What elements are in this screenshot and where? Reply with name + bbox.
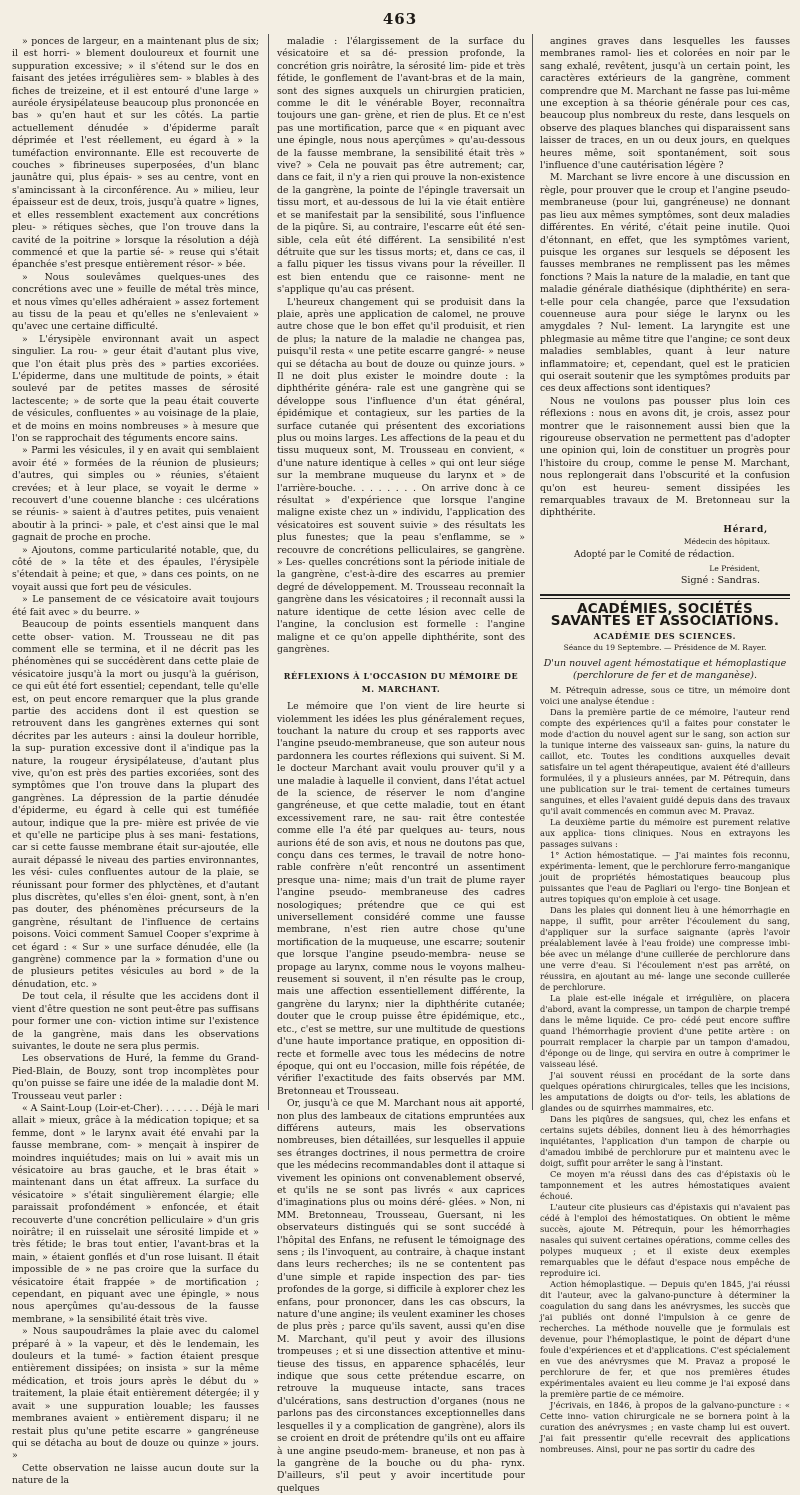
adoption-note: Adopté par le Comité de rédaction. [574,549,735,560]
paragraph: M. Marchant se livre encore à une discussion en règle, pour prouver que le croup et l'angine pseudo-membraneuse (pour lui, gangréneuse) ne donnant pas lieu aux mêmes symptômes, sont deux maladies différentes. En vérité, c'était peine inutile. Quoi d'étonnant, en effet, que les symptômes varient, puisque les organes sur lesquels se déposent les fausses membranes ne remplissent pas les mêmes fonctions ? Mais la nature de la maladie, en tant que maladie générale diathésique (diphthérite) en sera-t-elle pour cela changée, parce que l'exsudation couenneuse aura pour siége le larynx ou les amygdales ? Nul- lement. La laryngite est une phlegmasie au même titre que l'angine; ce sont deux maladies semblables, quant à leur nature inflammatoire; et, cependant, quel est le praticien qui oserait soutenir que les symptômes produits par ces deux affections sont identiques? [540,172,790,395]
section-heading: RÉFLEXIONS À L'OCCASION DU MÉMOIRE DE M. MARCHANT. [283,671,519,694]
paragraph: » Nous saupoudrâmes la plaie avec du calomel préparé à » la vapeur, et dès le lendemain, les douleurs et la tumé- » faction étaient presque entièrement dissipées; on insista » sur la même médication, et trois jours après le début du » traitement, la plaie était entièrement détergée; il y avait » une suppuration louable; les fausses membranes avaient » entièrement disparu; il ne restait plus qu'une petite escarre » gangréneuse qui se détacha au bout de douze ou quinze » jours. » [12,1326,259,1462]
paragraph: Dans la première partie de ce mémoire, l'auteur rend compte des expériences qu'il a faites pour constater le mode d'action du nouvel agent sur le sang, son action sur la tunique interne des vaisseaux san- guins, la nature du caillot, etc. Toutes les conditions auxquelles devait satisfaire un tel agent thérapeutique, avaient été d'ailleurs formulées, il y a plusieurs années, par M. Pétrequin, dans une publication sur le trai- tement de certaines tumeurs sanguines, et elles l'avaient guidé depuis dans des travaux qu'il avait commencés en commun avec M. Pravaz. [540,707,790,817]
author-title: Médecin des hôpitaux. [683,537,770,547]
paragraph: » Parmi les vésicules, il y en avait qui semblaient avoir été » formées de la réunion de plusieurs; d'autres, qui simples ou » réunies, s'étaient crevées; et à leur place, se voyait le derme » recouvert d'une couenne blanche : ces ulcérations se réunis- » saient à d'autres petites, puis venaient aboutir à la princi- » pale, et c'est ainsi que le mal gagnait de proche en proche. [12,445,259,544]
paragraph: L'heureux changement qui se produisit dans la plaie, après une application de calomel, ne prouve autre chose que le bon effet qu'il produisit, et rien de plus; la nature de la maladie ne changea pas, puisqu'il resta « une petite escarre gangré- » neuse qui se détacha au bout de douze ou quinze jours. » Il ne doit plus exister le moindre doute : la diphthérite généra- rale est une gangrène qui se développe sous l'influence d'un état général, épidémique et contagieux, sur les parties de la surface cutanée qui présentent des excoriations plus ou moins larges. Les affections de la peau et du tissu muqueux sont, M. Trousseau en convient, « d'une nature identique à celles » qui ont leur siége sur la membrane muqueuse du larynx et » de l'arrière-bouche. . . . . . . . On arrive donc à ce résultat » d'expérience que lorsque l'angine maligne existe chez un » individu, l'application des vésicatoires est souvent suivie » des résultats les plus funestes; que la peau s'enflamme, se » recouvre de concrétions pelliculaires, se gangrène. » Les- quelles concrétions sont la période initiale de la gangrène, c'est-à-dire des escarres au premier degré de développement. M. Trousseau reconnaît la gangrène dans les vésicatoires ; il reconnaît aussi la nature identique de cette lésion avec celle de l'angine, la conclusion est formelle : l'angine maligne et ce qu'on appelle diphthérite, sont des gangrènes. [277,296,525,655]
section-title: ACADÉMIES, SOCIÉTÉS SAVANTES ET ASSOCIATIONS. [550,600,780,630]
paragraph: M. Pétrequin adresse, sous ce titre, un mémoire dont voici une analyse étendue : [540,685,790,707]
article-body [540,685,790,1455]
column-right [540,36,790,1455]
column-left [12,36,259,1487]
paragraph: Nous ne voulons pas pousser plus loin ces réflexions : nous en avons dit, je crois, assez pour montrer que le raisonnement aussi bien que la rigoureuse observation ne permettent pas d'adopter une opinion qui, loin de constituer un progrès pour l'histoire du croup, comme le pense M. Marchant, nous replongerait dans l'obscurité et la confusion qu'on est heureu- sement dissipées les remarquables travaux de M. Bretonneau sur la diphthérite. [540,395,790,519]
paragraph: » L'érysipèle environnant avait un aspect singulier. La rou- » geur était d'autant plus vive, que l'on était plus près des » parties excoriées. L'épiderme, dans une multitude de points, » était soulevé par de petites masses de sérosité lactescente; » de sorte que la peau était couverte de vésicules, confluentes » au voisinage de la plaie, et de moins en moins nombreuses » à mesure que l'on se rapprochait des téguments encore sains. [12,333,259,444]
paragraph: La deuxième partie du mémoire est purement relative aux applica- tions cliniques. Nous en extrayons les passages suivans : [540,817,790,850]
paragraph: maladie : l'élargissement de la surface du vésicatoire et sa dé- pression profonde, la concrétion gris noirâtre, la sérosité lim- pide et très fétide, le gonflement de l'avant-bras et de la main, sont des signes auxquels un chirurgien praticien, comme le dit le vénérable Boyer, reconnaîtra toujours une gan- grène, et rien de plus. Et ce n'est pas une mortification, parce que « en piquant avec une épingle, nous nous aperçûmes » qu'au-dessous de la fausse membrane, la sensibilité était très » vive? » Cela ne pouvait pas être autrement; car, dans ce fait, il n'y a rien qui prouve la non-existence de la gangrène, la pointe de l'épingle traversait un tissu mort, et au-dessous de lui la vie était entière et se manifestait par la sensibilité, sous l'influence de la piqûre. Si, au contraire, l'escarre eût été sen- sible, cela eût été différent. La sensibilité n'est détruite que sur les tissus morts; et, dans ce cas, il a fallu piquer les tissus vivans pour la réveiller. Il est bien entendu que ce raisonne- ment ne s'applique qu'au cas présent. [277,36,525,296]
paragraph: » ponces de largeur, en a maintenant plus de six; il est horri- » blement douloureux et fournit une suppuration excessive; » il s'étend sur le dos en faisant des jetées irrégulières sem- » blables à des fiches de treizeine, et il est entouré d'une large » auréole érysipélateuse beaucoup plus prononcée en bas » qu'en haut et sur les côtés. La partie actuellement dénudée » d'épiderme paraît déprimée et l'est réellement, eu égard à » la tuméfaction environnante. Elle est recouverte de couches » fibrineuses superposées, d'un blanc jaunâtre qui, plus épais- » ses au centre, vont en s'amincissant à la circonférence. Au » milieu, leur épaisseur est de deux, trois, jusqu'à quatre » lignes, et elles ressemblent exactement aux concrétions pleu- » rétiques sèches, que l'on trouve dans la cavité de la poitrine » lorsque la résolution a déjà commencé et que la partie sé- » reuse qui s'était épanchée s'est presque entièrement résor- » bée. [12,36,259,271]
paragraph: Cette observation ne laisse aucun doute sur la nature de la [12,1462,259,1487]
paragraph: Ce moyen m'a réussi dans des cas d'épistaxis où le tamponnement et les autres hémostatiques avaient échoué. [540,1169,790,1202]
paragraph: Le mémoire que l'on vient de lire heurte si violemment les idées les plus généralement reçues, touchant la nature du croup et ses rapports avec l'angine pseudo-membraneuse, que son auteur nous pardonnera les courtes réflexions qui suivent. Si M. le docteur Marchant avait voulu prouver qu'il y a une maladie à laquelle il convient, dans l'état actuel de la science, de réserver le nom d'angine gangréneuse, et que cette maladie, tout en étant excessivement rare, ne sau- rait être contestée comme elle l'a été par quelques au- teurs, nous aurions été de son avis, et nous ne doutons pas que, conçu dans ces termes, le travail de notre hono- rable confrère n'eût rencontré un assentiment presque una- nime; mais d'un trait de plume rayer l'angine pseudo- membraneuse des cadres nosologiques; prétendre que ce qui est universellement considéré comme une fausse membrane, n'est rien autre chose qu'une mortification de la muqueuse, une escarre; soutenir que lorsque l'angine pseudo-membra- neuse se propage au larynx, comme nous le voyons malheu- reusement si souvent, il n'en résulte pas le croup, mais une affection essentiellement différente, la gangrène du larynx; nier la diphthérite cutanée; douter que le croup puisse être épidémique, etc., etc., c'est se mettre, sur une multitude de questions d'une haute importance pratique, en opposition di- recte et formelle avec tous les médecins de notre époque, qui ont eu l'occasion, mille fois répétée, de vérifier l'exactitude des faits observés par MM. Bretonneau et Trousseau. [277,701,525,1097]
session-line: Séance du 19 Septembre. — Présidence de M. Rayer. [563,643,767,653]
paragraph: » Le pansement de ce vésicatoire avait toujours été fait avec » du beurre. » [12,594,259,618]
page-number: 463 [382,10,418,28]
article-title: D'un nouvel agent hémostatique et hémoplastique (perchlorure de fer et de manganèse). [543,657,787,681]
academy-title: ACADÉMIE DES SCIENCES. [593,630,737,641]
paragraph: J'écrivais, en 1846, à propos de la galvano-puncture : « Cette inno- vation chirurgicale ne se bornera point à la curation des anévrysmes ; en vaste champ lui est ouvert. J'ai fait pressentir qu'elle recevrait des applications nombreuses. Ainsi, pour ne pas sortir du cadre des [540,1400,790,1455]
section-rule [540,594,790,599]
column-divider [268,34,269,1110]
signature-block [540,524,790,588]
paragraph: » Ajoutons, comme particularité notable, que, du côté de » la tête et des épaules, l'érysipèle s'étendait à peine; et que, » dans ces points, on ne voyait aussi que fort peu de vésicules. [12,544,259,593]
column-divider [532,34,533,1110]
paragraph: Les observations de Huré, la femme du Grand-Pied-Blain, de Bouzy, sont trop incomplètes pour qu'on puisse se faire une idée de la maladie dont M. Trousseau veut parler : [12,1053,259,1102]
paragraph: Dans les plaies qui donnent lieu à une hémorrhagie en nappe, il suffit, pour arrêter l'écoulement du sang, d'appliquer sur la surface saignante (après l'avoir préalablement lavée à l'eau froide) une compresse imbi- bée avec un mélange d'une cuillerée de perchlorure dans une verre d'eau. Si l'écoulement n'est pas arrêté, on réussira, en ajoutant au mé- lange une seconde cuillerée de perchlorure. [540,905,790,993]
author-name: Hérard, [723,524,768,535]
president-label: Le Président, [709,564,760,574]
paragraph: Beaucoup de points essentiels manquent dans cette obser- vation. M. Trousseau ne dit pas comment elle se termina, et il ne décrit pas les phénomènes qui se succédèrent dans cette plaie de vésicatoire jusqu'à la mort ou jusqu'à la guérison, ce qui eût été fort essentiel; cependant, telle qu'elle est, on peut encore remarquer que la plus grande partie des accidens dont il est question se retrouvent dans les gangrènes externes qui sont décrites par les auteurs : ainsi la douleur horrible, la sup- puration excessive dont il a'indique pas la nature, la rougeur érysipélateuse, d'autant plus vive, qu'on est près des parties excoriées, sont des symptômes que l'on trouve dans la plupart des gangrènes. La dépression de la partie dénudée d'épiderme, eu égard à celle qui est tuméfiée autour, indique que la pre- mière est privée de vie et qu'elle ne participe plus à ses mani- festations, car si cette fausse membrane était sur-ajoutée, elle aurait dépassé le niveau des parties environnantes, les vési- cules confluentes autour de la plaie, se réunissant pour former des phlyctènes, et d'autant plus discrètes, qu'elles s'en éloi- gnent, sont, à n'en pas douter, des phénomènes précurseurs de la gangrène, résultant de l'influence de certains poisons. Voici comment Samuel Cooper s'exprime à cet égard : « Sur » une surface dénudée, elle (la gangrène) commence par la » formation d'une ou de plusieurs petites vésicules au bord » de la dénudation, etc. » [12,619,259,990]
paragraph: Dans les piqûres de sangsues, qui, chez les enfans et certains sujets débiles, donnent lieu à des hémorrhagies inquiétantes, l'application d'un tampon de charpie ou d'amadou imbibé de perchlorure pur et maintenu avec le doigt, suffit pour arrêter le sang à l'instant. [540,1114,790,1169]
paragraph: La plaie est-elle inégale et irrégulière, on placera d'abord, avant la compresse, un tampon de charpie trempé dans le même liquide. Ce pro- cédé peut encore suffire quand l'hémorrhagie provient d'une petite artère : on pourrait remplacer la charpie par un tampon d'amadou, d'éponge ou de linge, qui servira en outre à comprimer le vaisseau lésé. [540,993,790,1070]
paragraph: 1° Action hémostatique. — J'ai maintes fois reconnu, expérimenta- lement, que le perchlorure ferro-manganique jouit de propriétés hémostatiques beaucoup plus puissantes que l'eau de Pagliari ou l'ergo- tine Bonjean et autres topiques qu'on emploie à cet usage. [540,850,790,905]
paragraph: » Nous soulevâmes quelques-unes des concrétions avec une » feuille de métal très mince, et nous vîmes qu'elles adhéraient » assez fortement au tissu de la peau et qu'elles ne s'enlevaient » qu'avec une certaine difficulté. [12,271,259,333]
paragraph: Action hémoplastique. — Depuis qu'en 1845, j'ai réussi dit l'auteur, avec la galvano-puncture à déterminer la coagulation du sang dans les anévrysmes, les succès que j'ai publiés ont donné l'impulsion à ce genre de recherches. La méthode nouvelle que je formulais est devenue, pour l'hémoplastique, le point de départ d'une foule d'expériences et et d'applications. C'est spécialement en vue des anévrysmes que M. Pravaz a proposé le perchlorure de fer, et que nos premières études expérimentales avaient eu lieu comme je l'ai exposé dans la première partie de ce mémoire. [540,1279,790,1400]
column-middle [277,36,525,1494]
paragraph: Or, jusqu'à ce que M. Marchant nous ait apporté, non plus des lambeaux de citations empruntées aux différens auteurs, mais les observations nombreuses, bien détaillées, sur lesquelles il appuie ses étranges doctrines, il nous permettra de croire que les médecins recommandables dont il attaque si vivement les opinions ont convenablement observé, et qu'ils ne se sont pas livrés « aux caprices d'imaginations plus ou moins déré- glées. » Non, ni MM. Bretonneau, Trousseau, Guersant, ni les observateurs distingués qui se sont succédé à l'hôpital des Enfans, ne refusent le témoignage des sens ; ils l'invoquent, au contraire, à chaque instant dans leurs recherches; ils ne se contentent pas d'une simple et rapide inspection des par- ties profondes de la gorge, si difficile à explorer chez les enfans, pour prononcer, dans les cas obscurs, la nature d'une angine; ils veulent examiner les choses de plus près ; parce qu'ils savent, aussi qu'en dise M. Marchant, qu'il peut y avoir des illusions trompeuses ; et si une dissection attentive et minu- tieuse des tissus, en apparence sphacélés, leur indique que sous cette prétendue escarre, on retrouve la muqueuse intacte, sans traces d'ulcérations, sans destruction d'organes (nous ne parlons pas des circonstances exceptionnelles dans lesquelles il y a complication de gangrène), alors ils se croient en droit de prétendre qu'ils ont eu affaire à une angine pseudo-mem- braneuse, et non pas à la gangrène de la bouche ou du pha- rynx. D'ailleurs, s'il peut y avoir incertitude pour quelques [277,1098,525,1494]
president-signature: Signé : Sandras. [680,575,760,587]
paragraph: L'auteur cite plusieurs cas d'épistaxis qui n'avaient pas cédé à l'emploi des hémostatiques. On obtient le même succès, ajoute M. Pétrequin, pour les hémorrhagies nasales qui suivent certaines opérations, comme celles des polypes muqueux ; et il existe deux exemples remarquables que le défaut d'espace nous empêche de reproduire ici. [540,1202,790,1279]
paragraph: J'ai souvent réussi en procédant de la sorte dans quelques opérations chirurgicales, telles que les incisions, les amputations de doigts ou d'or- teils, les ablations de glandes ou de squirrhes mammaires, etc. [540,1070,790,1114]
paragraph: De tout cela, il résulte que les accidens dont il vient d'être question ne sont peut-être pas suffisans pour former une con- viction intime sur l'existence de la gangrène, mais dans les observations suivantes, le doute ne sera plus permis. [12,991,259,1052]
paragraph: angines graves dans lesquelles les fausses membranes ramol- lies et colorées en noir par le sang exhalé, revêtent, jusqu'à un certain point, les caractères extérieurs de la gangrène, comment comprendre que M. Marchant ne fasse pas lui-même une exception à sa théorie générale pour ces cas, beaucoup plus nombreux du reste, dans lesquels on observe des plaques blanches qui disparaissent sans laisser de traces, en un ou deux jours, en quelques heures même, soit spontanément, soit sous l'influence d'une cautérisation légère ? [540,36,790,172]
paragraph: « A Saint-Loup (Loir-et-Cher). . . . . . . Déjà le mari allait » mieux, grâce à la médication topique; et sa femme, dont » le larynx avait été envahi par la fausse membrane, com- » mençait à inspirer de moindres inquiétudes; mais on lui » avait mis un vésicatoire au bras gauche, et le bras était » maintenant dans un état affreux. La surface du vésicatoire » s'était singulièrement élargie; elle paraissait profondément » enfoncée, et était recouverte d'une concrétion pelliculaire » d'un gris noirâtre; il en ruisselait une sérosité limpide et » très fétide; le bras tout entier, l'avant-bras et la main, » étaient gonflés et d'un rose luisant. Il était impossible de » ne pas croire que la surface du vésicatoire était frappée » de mortification ; cependant, en piquant avec une épingle, » nous nous aperçûmes qu'au-dessous de la fausse membrane, » la sensibilité était très vive. [12,1102,259,1325]
